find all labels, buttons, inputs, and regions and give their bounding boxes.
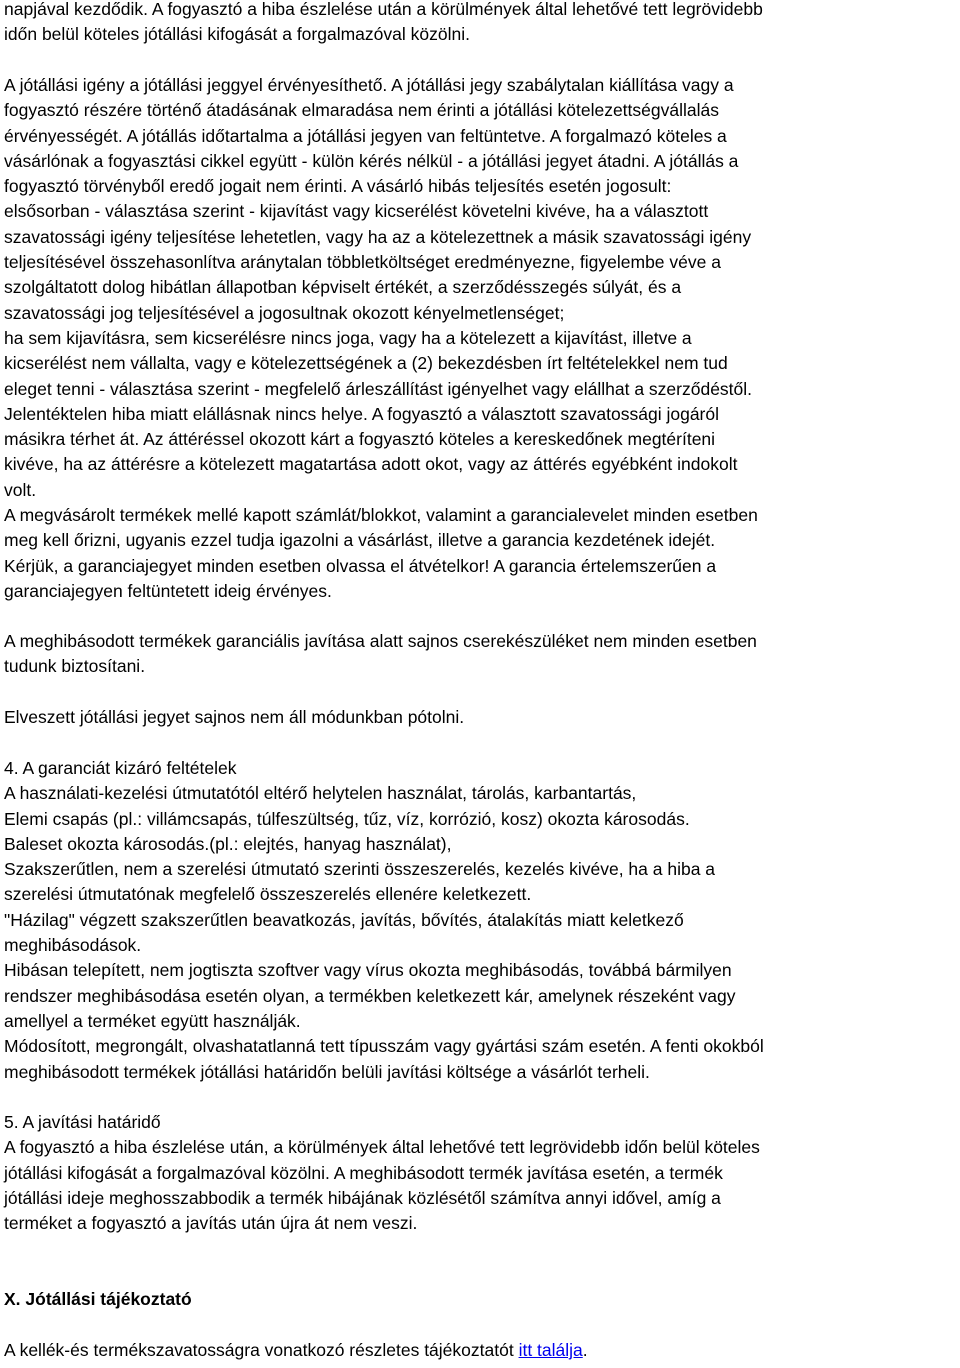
text-line: Kérjük, a garanciajegyet minden esetben olvassa el átvételkor! A garancia értelemszerűen a: [4, 555, 717, 576]
text-line: amellyel a terméket együtt használják.: [4, 1010, 301, 1031]
text-line: napjával kezdődik. A fogyasztó a hiba észlelése után a körülmények által lehetővé tett legrövidebb: [4, 0, 763, 19]
text-line: 4. A garanciát kizáró feltételek: [4, 758, 237, 778]
text-line: A megvásárolt termékek mellé kapott számlát/blokkot, valamint a garancialevelet minden esetben: [4, 505, 758, 526]
text-line: meg kell őrizni, ugyanis ezzel tudja igazolni a vásárlást, illetve a garancia kezdetének idejét.: [4, 530, 716, 551]
text-line: rendszer meghibásodása esetén olyan, a termékben keletkezett kár, amelynek részeként vagy: [4, 985, 736, 1006]
text-line: időn belül köteles jótállási kifogását a forgalmazóval közölni.: [4, 24, 470, 45]
text-line: A használati-kezelési útmutatótól eltérő helytelen használat, tárolás, karbantartás,: [4, 783, 637, 804]
text-line: kivéve, ha az áttérésre a kötelezett magatartása adott okot, vagy az áttérés egyébként indokolt: [4, 454, 738, 475]
text-line: meghibásodott termékek jótállási határidőn belüli javítási költsége a vásárlót terheli.: [4, 1061, 650, 1082]
warranty-info-period: .: [582, 1340, 588, 1360]
text-line: jótállási ideje meghosszabbodik a termék hibájának közlésétől számítva annyi idővel, amíg a: [4, 1187, 721, 1208]
text-line: Baleset okozta károsodás.(pl.: elejtés, hanyag használat),: [4, 833, 452, 854]
text-line: tudunk biztosítani.: [4, 656, 146, 677]
warranty-info-paragraph: [4, 1338, 960, 1363]
text-line: vásárlónak a fogyasztási cikkel együtt - külön kérés nélkül - a jótállási jegyet átadni. A jótállás a: [4, 150, 739, 171]
text-line: garanciajegyen feltüntetett ideig érvényes.: [4, 580, 332, 601]
text-line: érvényességét. A jótállás időtartalma a jótállási jegyen van feltüntetve. A forgalmazó köteles a: [4, 125, 727, 146]
text-line: fogyasztó törvényből eredő jogait nem érinti. A vásárló hibás teljesítés esetén jogosult:: [4, 176, 672, 197]
text-line: A fogyasztó a hiba észlelése után, a körülmények által lehetővé tett legrövidebb időn belül köteles: [4, 1137, 760, 1158]
text-line: 5. A javítási határidő: [4, 1112, 161, 1132]
exclusions-section: [4, 756, 960, 1085]
text-line: terméket a fogyasztó a javítás után újra át nem veszi.: [4, 1213, 418, 1234]
replacement-paragraph: [4, 629, 960, 680]
warranty-info-text: A kellék-és termékszavatosságra vonatkozó részletes tájékoztatót: [4, 1340, 519, 1360]
text-line: elsősorban - választása szerint - kijavítást vagy kicserélést követelni kivéve, ha a választott: [4, 201, 709, 222]
text-line: eleget tenni - választása szerint - megfelelő árleszállítást igényelhet vagy elállhat a szerződéstől.: [4, 378, 753, 399]
warranty-info-link[interactable]: itt találja: [518, 1340, 583, 1360]
text-line: kicserélést nem vállalta, vagy e kötelezettségének a (2) bekezdésben írt feltételekkel nem tud: [4, 353, 728, 374]
text-line: szerelési útmutatónak megfelelő összeszerelés ellenére keletkezett.: [4, 884, 532, 905]
text-line: Hibásan telepített, nem jogtiszta szoftver vagy vírus okozta meghibásodás, továbbá bármilyen: [4, 960, 732, 981]
text-line: szolgáltatott dolog hibátlan állapotban képviselt értékét, a szerződésszegés súlyát, és a: [4, 277, 682, 298]
lost-warranty-paragraph: [4, 705, 960, 730]
text-line: "Házilag" végzett szakszerűtlen beavatkozás, javítás, bővítés, átalakítás miatt keletkező: [4, 909, 684, 930]
text-line: jótállási kifogását a forgalmazóval közölni. A meghibásodott termék javítása esetén, a termék: [4, 1162, 723, 1183]
repair-deadline-section: [4, 1110, 960, 1236]
text-line: másikra térhet át. Az áttéréssel okozott kárt a fogyasztó köteles a kereskedőnek megtéríteni: [4, 429, 716, 450]
section-x-heading: X. Jótállási tájékoztató: [4, 1289, 192, 1309]
text-line: volt.: [4, 479, 37, 500]
text-line: A jótállási igény a jótállási jeggyel érvényesíthető. A jótállási jegy szabálytalan kiállítása vagy a: [4, 75, 734, 95]
text-line: teljesítésével összehasonlítva aránytalan többletköltséget eredményezne, figyelembe véve a: [4, 252, 721, 273]
intro-paragraph: [4, 0, 960, 48]
text-line: szavatossági igény teljesítése lehetetlen, vagy ha az a kötelezettnek a másik szavatossági igény: [4, 226, 752, 247]
text-line: Elveszett jótállási jegyet sajnos nem áll módunkban pótolni.: [4, 707, 465, 727]
text-line: Jelentéktelen hiba miatt elállásnak nincs helye. A fogyasztó a választott szavatossági jogáról: [4, 403, 719, 424]
text-line: fogyasztó részére történő átadásának elmaradása nem érinti a jótállási kötelezettségvállalás: [4, 100, 719, 121]
text-line: Elemi csapás (pl.: villámcsapás, túlfeszültség, tűz, víz, korrózió, kosz) okozta károsodás.: [4, 808, 690, 829]
text-line: ha sem kijavításra, sem kicserélésre nincs joga, vagy ha a kötelezett a kijavítást, illetve a: [4, 327, 692, 348]
text-line: meghibásodások.: [4, 935, 142, 956]
text-line: A meghibásodott termékek garanciális javítása alatt sajnos cserekészüléket nem minden esetben: [4, 631, 757, 651]
text-line: Szakszerűtlen, nem a szerelési útmutató szerinti összeszerelés, kezelés kivéve, ha a hiba a: [4, 859, 716, 880]
warranty-paragraph: [4, 73, 960, 604]
text-line: szavatossági jog teljesítésével a jogosultnak okozott kényelmetlenséget;: [4, 302, 565, 323]
text-line: Módosított, megrongált, olvashatatlanná tett típusszám vagy gyártási szám esetén. A fenti okokból: [4, 1036, 764, 1057]
